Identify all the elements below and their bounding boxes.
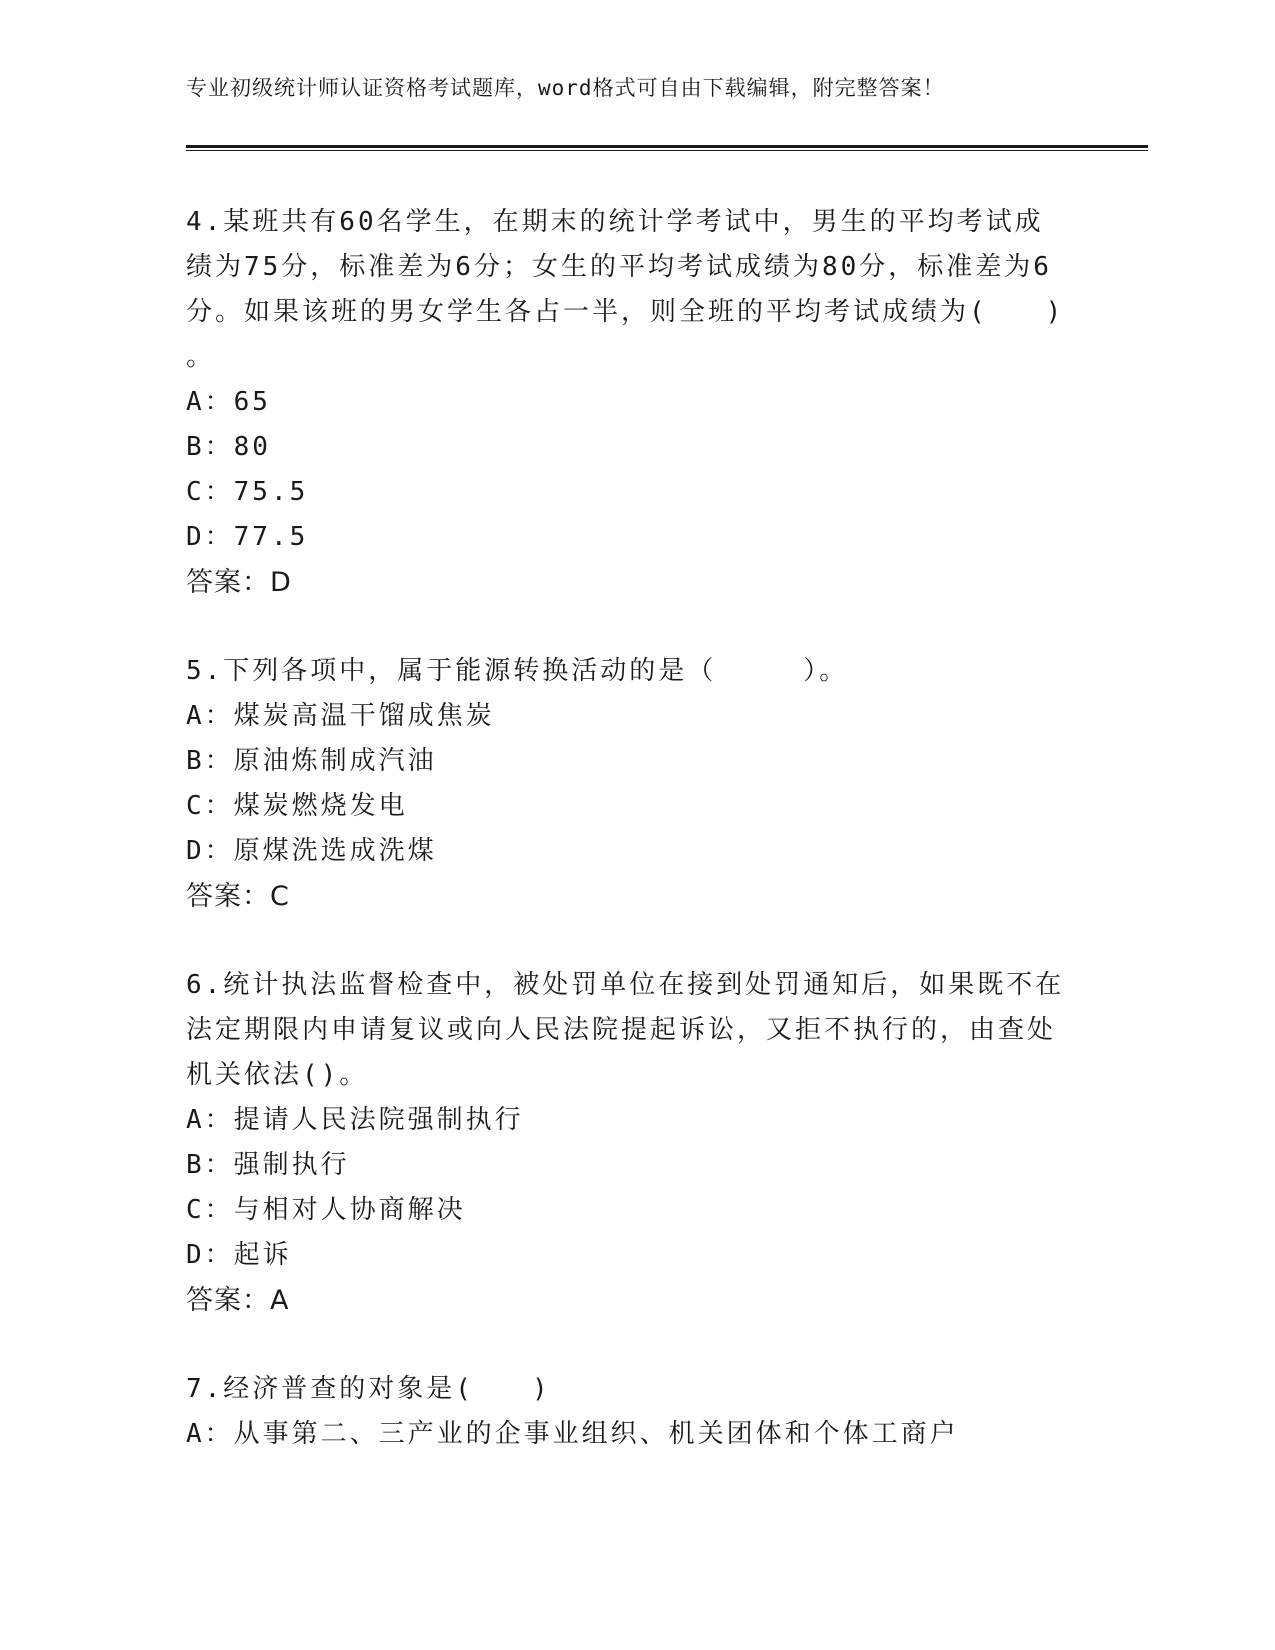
question-list: [186, 200, 1066, 1500]
option-b: B：强制执行: [186, 1150, 350, 1180]
question-6: [186, 963, 1066, 1324]
option-c: C：煤炭燃烧发电: [186, 791, 408, 821]
option-b: B：原油炼制成汽油: [186, 746, 437, 776]
header-rule-thin: [186, 150, 1148, 151]
option-d: D：起诉: [186, 1240, 292, 1270]
question-stem: 4.某班共有60名学生，在期末的统计学考试中，男生的平均考试成绩为75分，标准差为6分；女生的平均考试成绩为80分，标准差为6分。如果该班的男女学生各占一半，则全班的平均考试成绩为( ) 。: [186, 207, 1065, 372]
option-d: D：77.5: [186, 522, 309, 552]
option-b: B：80: [186, 432, 271, 462]
answer-line: 答案：C: [186, 881, 290, 912]
option-c: C：与相对人协商解决: [186, 1195, 466, 1225]
option-a: A：提请人民法院强制执行: [186, 1105, 524, 1135]
option-a: A：煤炭高温干馏成焦炭: [186, 701, 495, 731]
question-5: [186, 649, 1066, 920]
header-rule-thick: [186, 145, 1148, 148]
page-header: 专业初级统计师认证资格考试题库，word格式可自由下载编辑，附完整答案！: [186, 76, 945, 100]
question-4: [186, 200, 1066, 606]
answer-line: 答案：D: [186, 567, 292, 598]
option-a: A：65: [186, 387, 271, 417]
option-d: D：原煤洗选成洗煤: [186, 836, 437, 866]
question-stem: 6.统计执法监督检查中，被处罚单位在接到处罚通知后，如果既不在法定期限内申请复议或向人民法院提起诉讼，又拒不执行的，由查处机关依法()。: [186, 970, 1065, 1090]
question-stem: 5.下列各项中，属于能源转换活动的是（ ）。: [186, 656, 849, 686]
option-c: C：75.5: [186, 477, 309, 507]
option-a: A：从事第二、三产业的企事业组织、机关团体和个体工商户: [186, 1419, 959, 1449]
answer-line: 答案：A: [186, 1285, 290, 1316]
question-7: [186, 1367, 1066, 1457]
question-stem: 7.经济普查的对象是( ): [186, 1374, 551, 1404]
